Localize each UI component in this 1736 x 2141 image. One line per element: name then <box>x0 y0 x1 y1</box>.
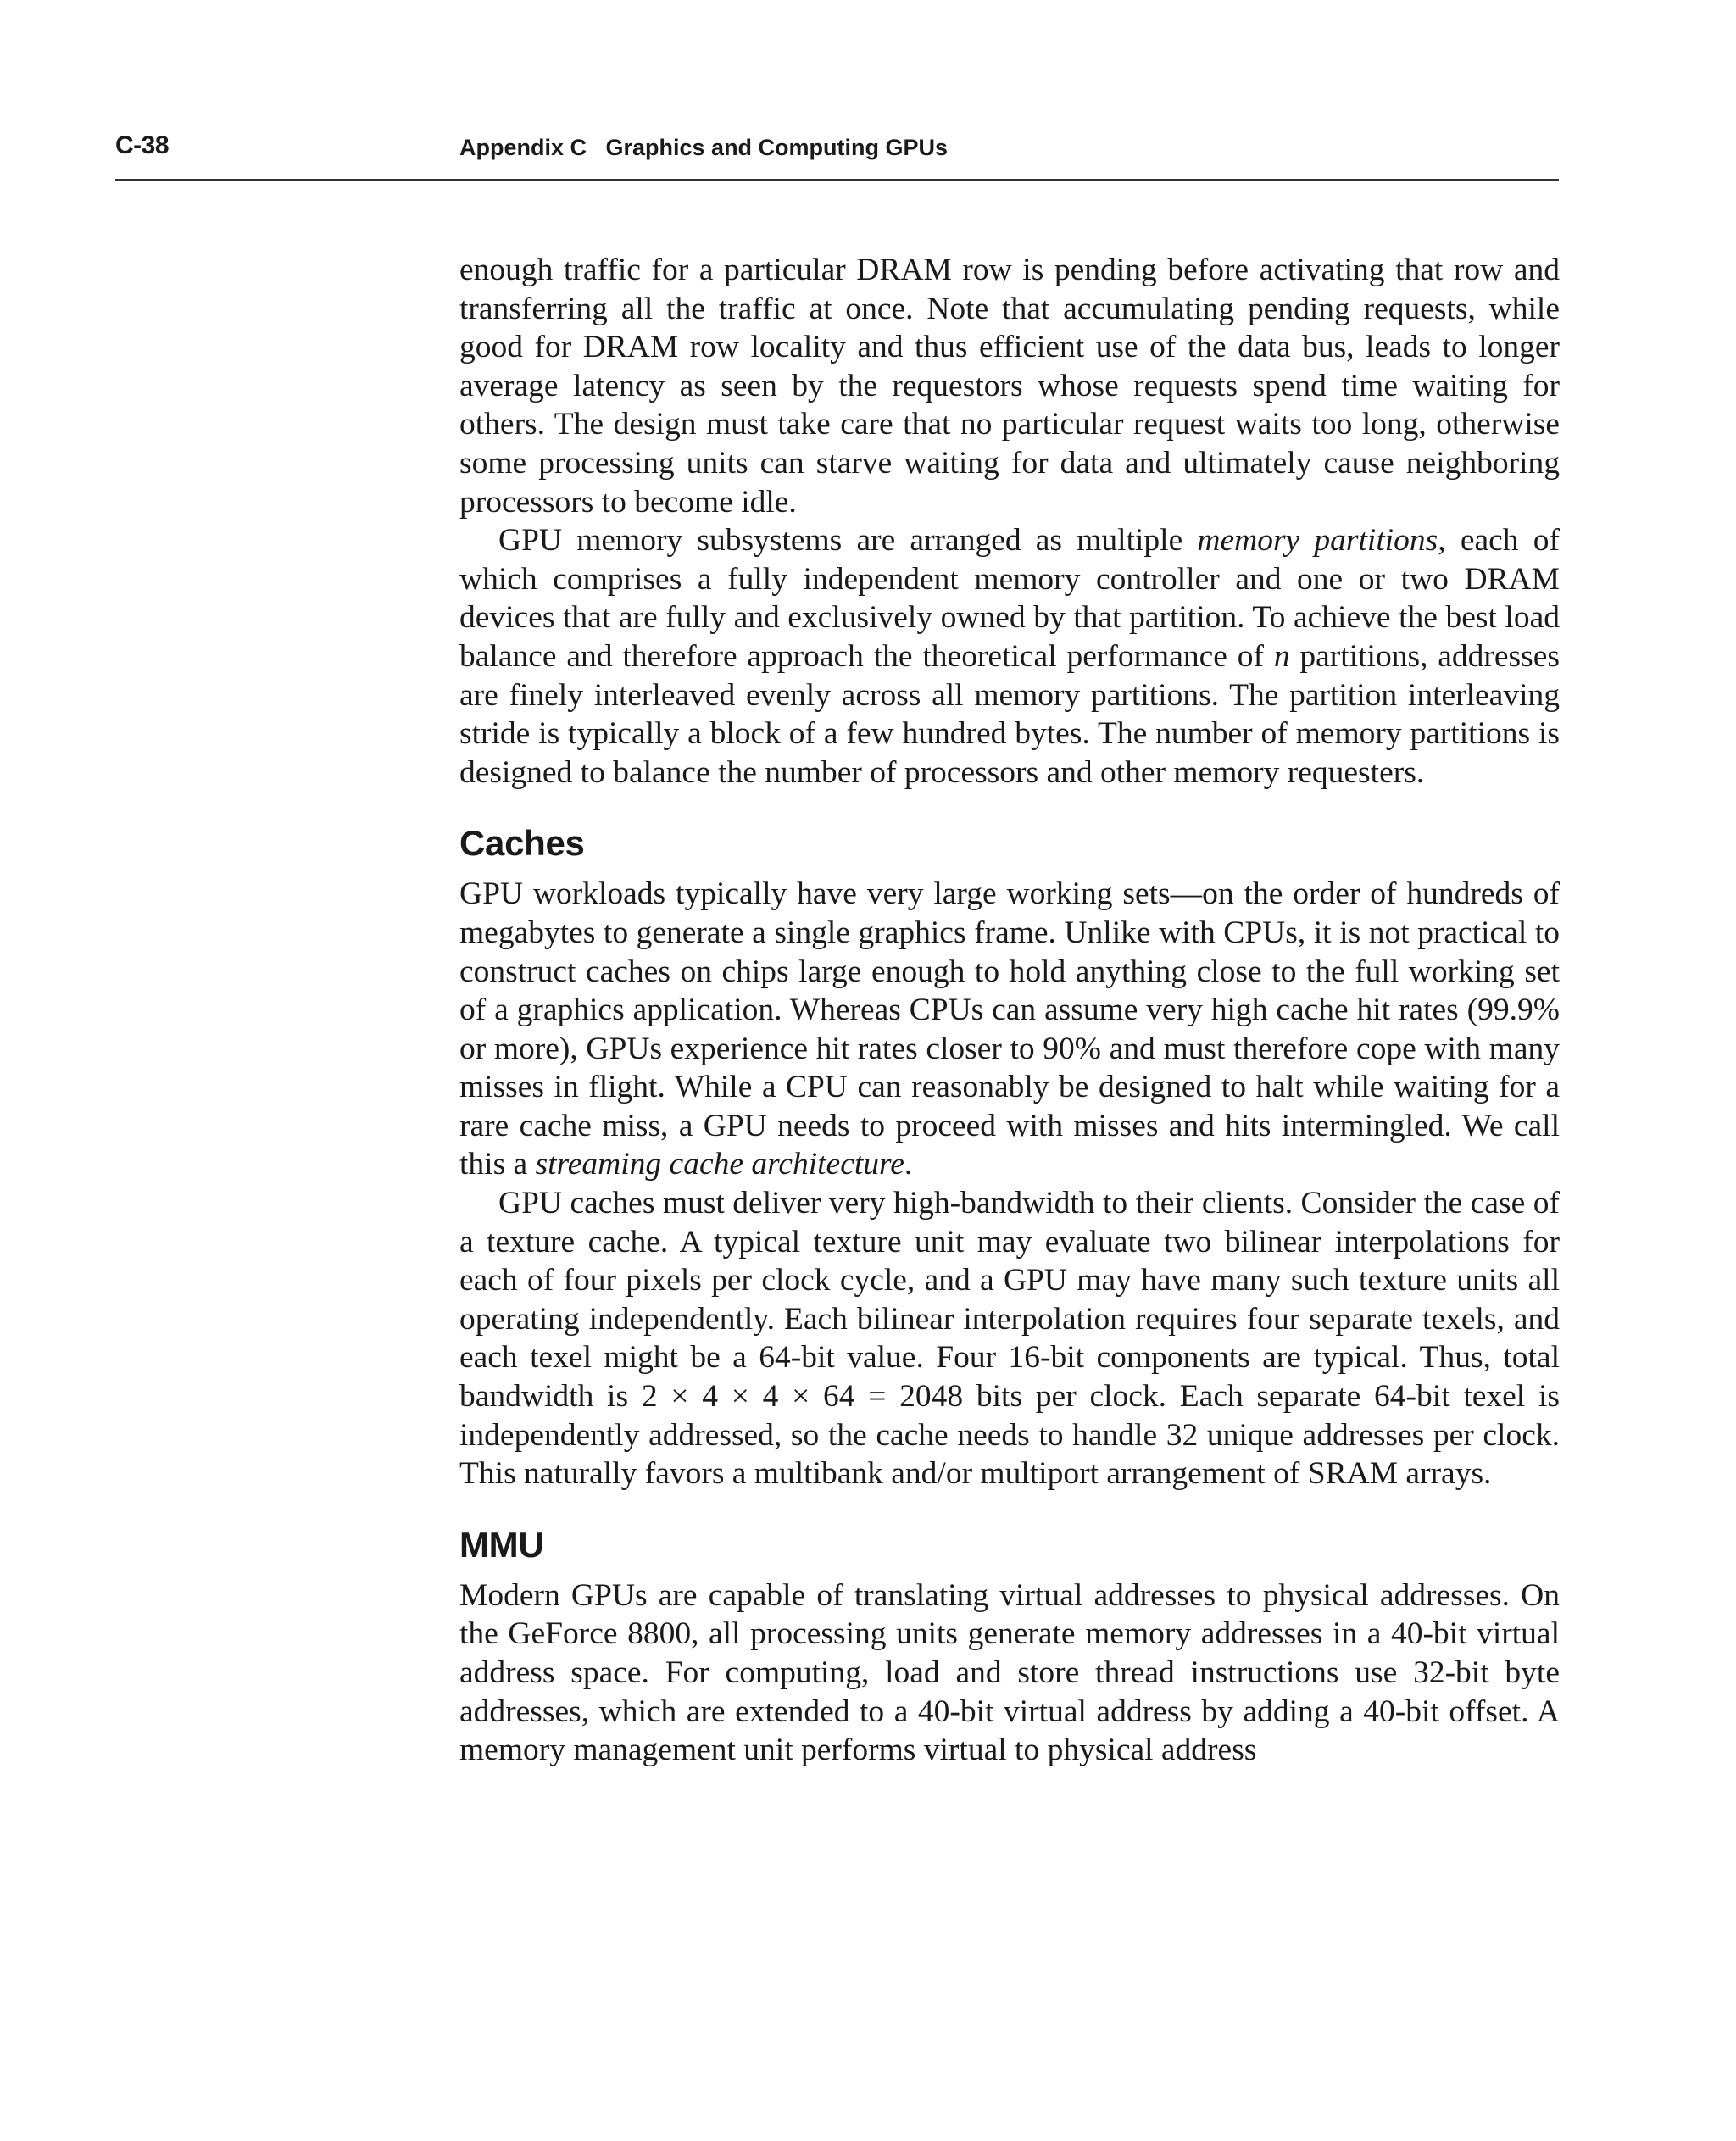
page-header <box>115 131 1559 182</box>
paragraph-dram-scheduling: enough traffic for a particular DRAM row is pending before activating that row and transferring all the traffic at once. Note that accumulating pending requests, while good for DRAM row locality and thus efficient use of the data bus, leads to longer average latency as seen by the requestors whose requests spend time waiting for others. The design must take care that no particular request waits too long, otherwise some processing units can starve waiting for data and ultimately cause neighboring processors to become idle. <box>459 253 1560 520</box>
heading-caches: Caches <box>459 823 585 864</box>
paragraph-mmu: Modern GPUs are capable of translating virtual addresses to physical addresses. On the GeForce 8800, all processing units generate memory addresses in a 40-bit virtual address space. For computing, load and store thread instructions use 32-bit byte addresses, which are extended to a 40-bit virtual address by adding a 40-bit offset. A memory management unit performs virtual to physical address <box>459 1577 1560 1768</box>
running-head: Appendix C Graphics and Computing GPUs <box>459 135 949 160</box>
paragraph-gpu-workloads <box>459 875 1560 1184</box>
term-memory-partitions: memory partitions <box>1197 523 1438 559</box>
text-run: . <box>904 1147 913 1182</box>
heading-mmu: MMU <box>459 1524 544 1565</box>
text-run: , each of which comprises a fully independent memory controller and one or two DRAM devices that are fully and exclusively owned by that partition. To achieve the best load balance and therefore approach the theoretical performance of <box>459 523 1560 674</box>
term-streaming-cache: streaming cache architecture <box>535 1147 904 1182</box>
text-run: GPU memory subsystems are arranged as multiple <box>498 523 1198 559</box>
page-number: C-38 <box>115 131 170 159</box>
paragraph-cache-bandwidth: GPU caches must deliver very high-bandwidth to their clients. Consider the case of a texture cache. A typical texture unit may evaluate two bilinear interpolations for each of four pixels per clock cycle, and a GPU may have many such texture units all operating independently. Each bilinear interpolation requires four separate texels, and each texel might be a 64-bit value. Four 16-bit components are typical. Thus, total bandwidth is 2 × 4 × 4 × 64 = 2048 bits per clock. Each separate 64-bit texel is independently addressed, so the cache needs to handle 32 unique addresses per clock. This naturally favors a multibank and/or multiport arrangement of SRAM arrays. <box>459 1186 1560 1492</box>
text-run: GPU workloads typically have very large working sets—on the order of hundreds of megabytes to generate a single graphics frame. Unlike with CPUs, it is not practical to construct caches on chips large enough to hold anything close to the full working set of a graphics application. Whereas CPUs can assume very high cache hit rates (99.9% or more), GPUs experience hit rates closer to 90% and must therefore cope with many misses in flight. While a CPU can reasonably be designed to halt while waiting for a rare cache miss, a GPU needs to proceed with misses and hits intermingled. We call this a <box>459 876 1560 1182</box>
body-text <box>459 251 1560 1770</box>
variable-n: n <box>1273 638 1290 674</box>
paragraph-memory-partitions <box>459 521 1560 792</box>
text-run: partitions, addresses are finely interleaved evenly across all memory partitions. The partition interleaving stride is typically a block of a few hundred bytes. The number of memory partitions is designed to balance the number of processors and other memory requesters. <box>459 638 1560 790</box>
header-rule <box>115 179 1559 181</box>
